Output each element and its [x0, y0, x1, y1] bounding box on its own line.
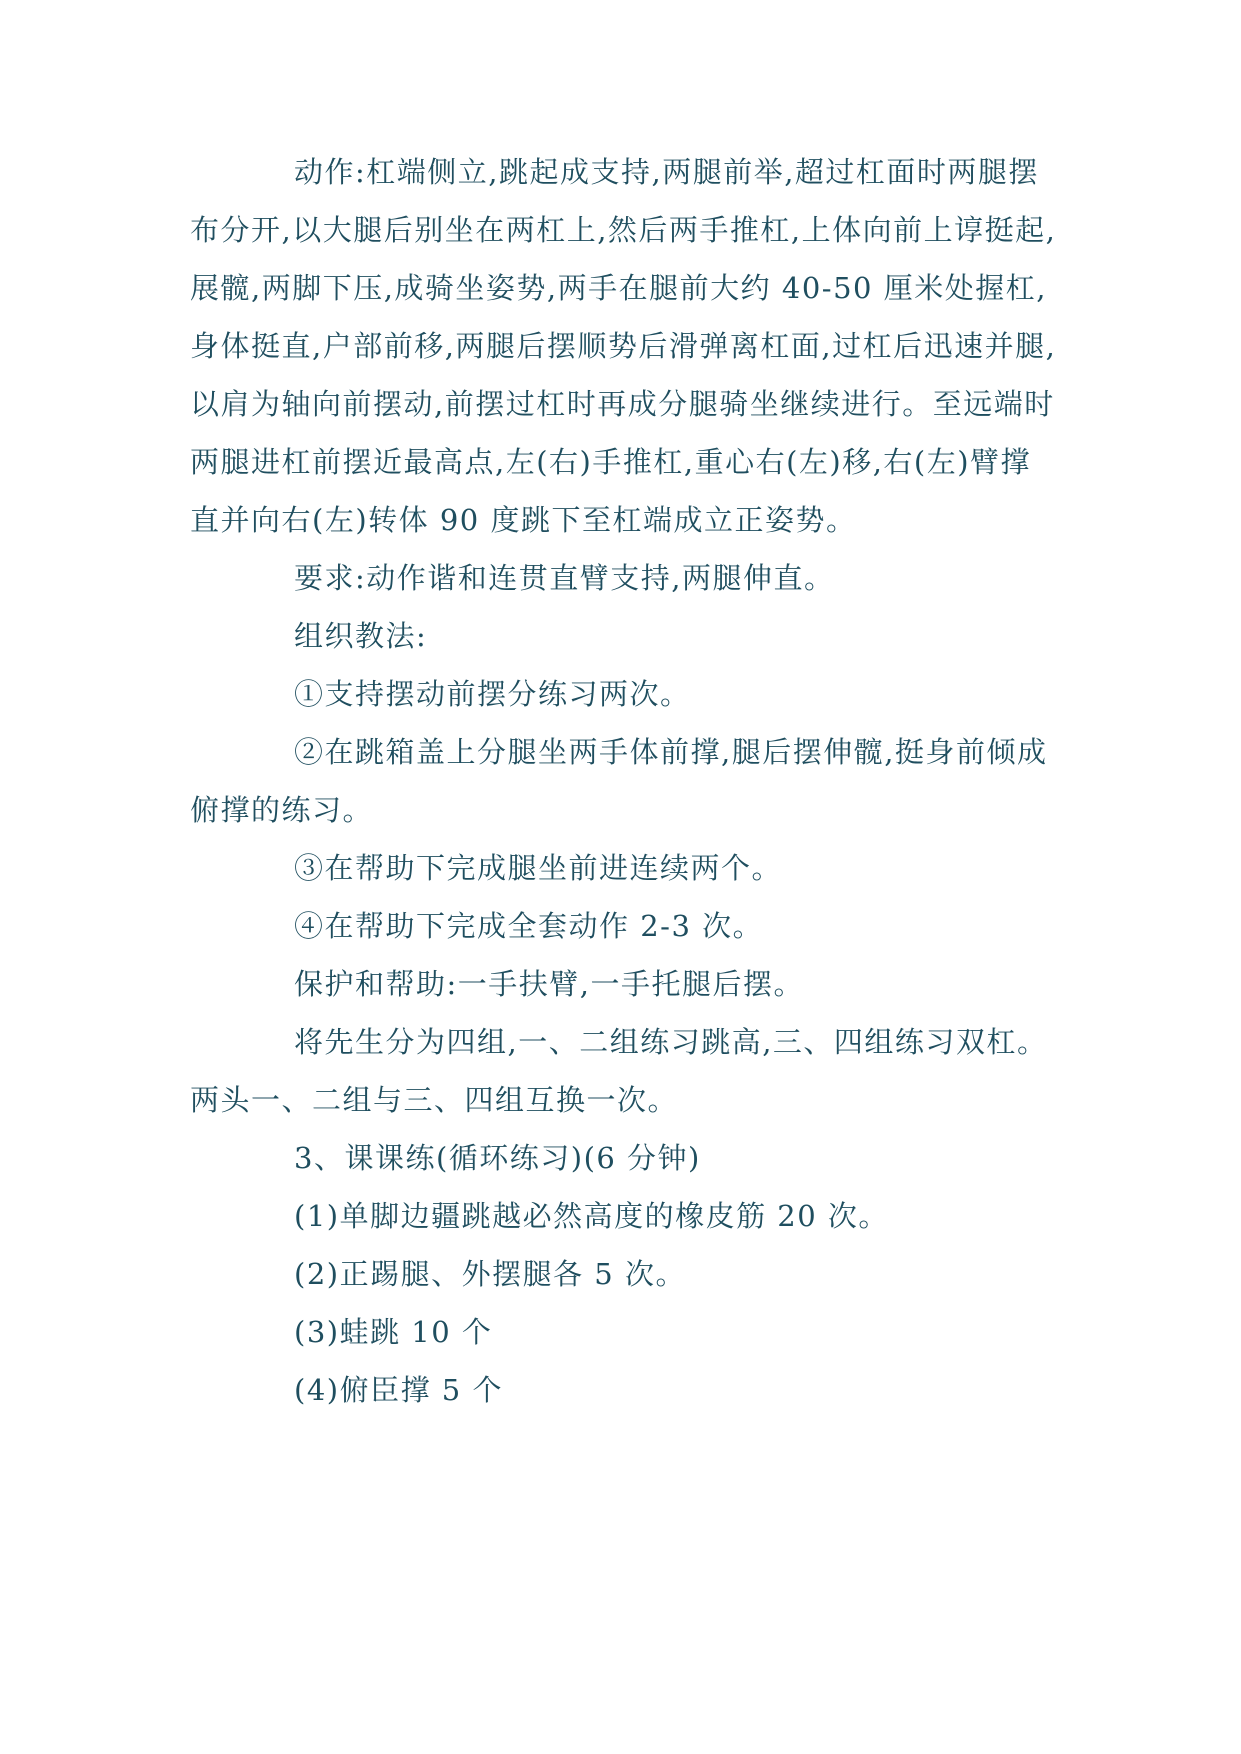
paragraph-line: 组织教法:: [294, 619, 428, 653]
paragraph-line: 以肩为轴向前摆动,前摆过杠时再成分腿骑坐继续进行。至远端时: [190, 387, 1055, 421]
paragraph-line: 两头一、二组与三、四组互换一次。: [190, 1083, 679, 1117]
list-item: (3)蛙跳 10 个: [294, 1315, 493, 1349]
paragraph-line: 保护和帮助:一手扶臂,一手托腿后摆。: [294, 967, 804, 1001]
paragraph-line: 身体挺直,户部前移,两腿后摆顺势后滑弹离杠面,过杠后迅速并腿,: [190, 329, 1057, 363]
list-item: ②在跳箱盖上分腿坐两手体前撑,腿后摆伸髋,挺身前倾成: [294, 735, 1048, 769]
paragraph-line: 布分开,以大腿后别坐在两杠上,然后两手推杠,上体向前上谆挺起,: [190, 213, 1057, 247]
list-item: (2)正踢腿、外摆腿各 5 次。: [294, 1257, 686, 1291]
paragraph-line: 要求:动作谐和连贯直臂支持,两腿伸直。: [294, 561, 835, 595]
paragraph-line: 展髋,两脚下压,成骑坐姿势,两手在腿前大约 40-50 厘米处握杠,: [190, 271, 1047, 305]
section-heading: 3、课课练(循环练习)(6 分钟): [294, 1141, 701, 1175]
list-item: ①支持摆动前摆分练习两次。: [294, 677, 691, 711]
list-item: ③在帮助下完成腿坐前进连续两个。: [294, 851, 783, 885]
paragraph-line: 直并向右(左)转体 90 度跳下至杠端成立正姿势。: [190, 503, 857, 537]
paragraph-line: 将先生分为四组,一、二组练习跳高,三、四组练习双杠。: [294, 1025, 1048, 1059]
list-item: (4)俯臣撑 5 个: [294, 1373, 503, 1407]
paragraph-line: 两腿进杠前摆近最高点,左(右)手推杠,重心右(左)移,右(左)臂撑: [190, 445, 1032, 479]
list-item: (1)单脚边疆跳越必然高度的橡皮筋 20 次。: [294, 1199, 889, 1233]
list-item: ④在帮助下完成全套动作 2-3 次。: [294, 909, 764, 943]
paragraph-line: 俯撑的练习。: [190, 793, 374, 827]
paragraph-line: 动作:杠端侧立,跳起成支持,两腿前举,超过杠面时两腿摆: [294, 155, 1039, 189]
